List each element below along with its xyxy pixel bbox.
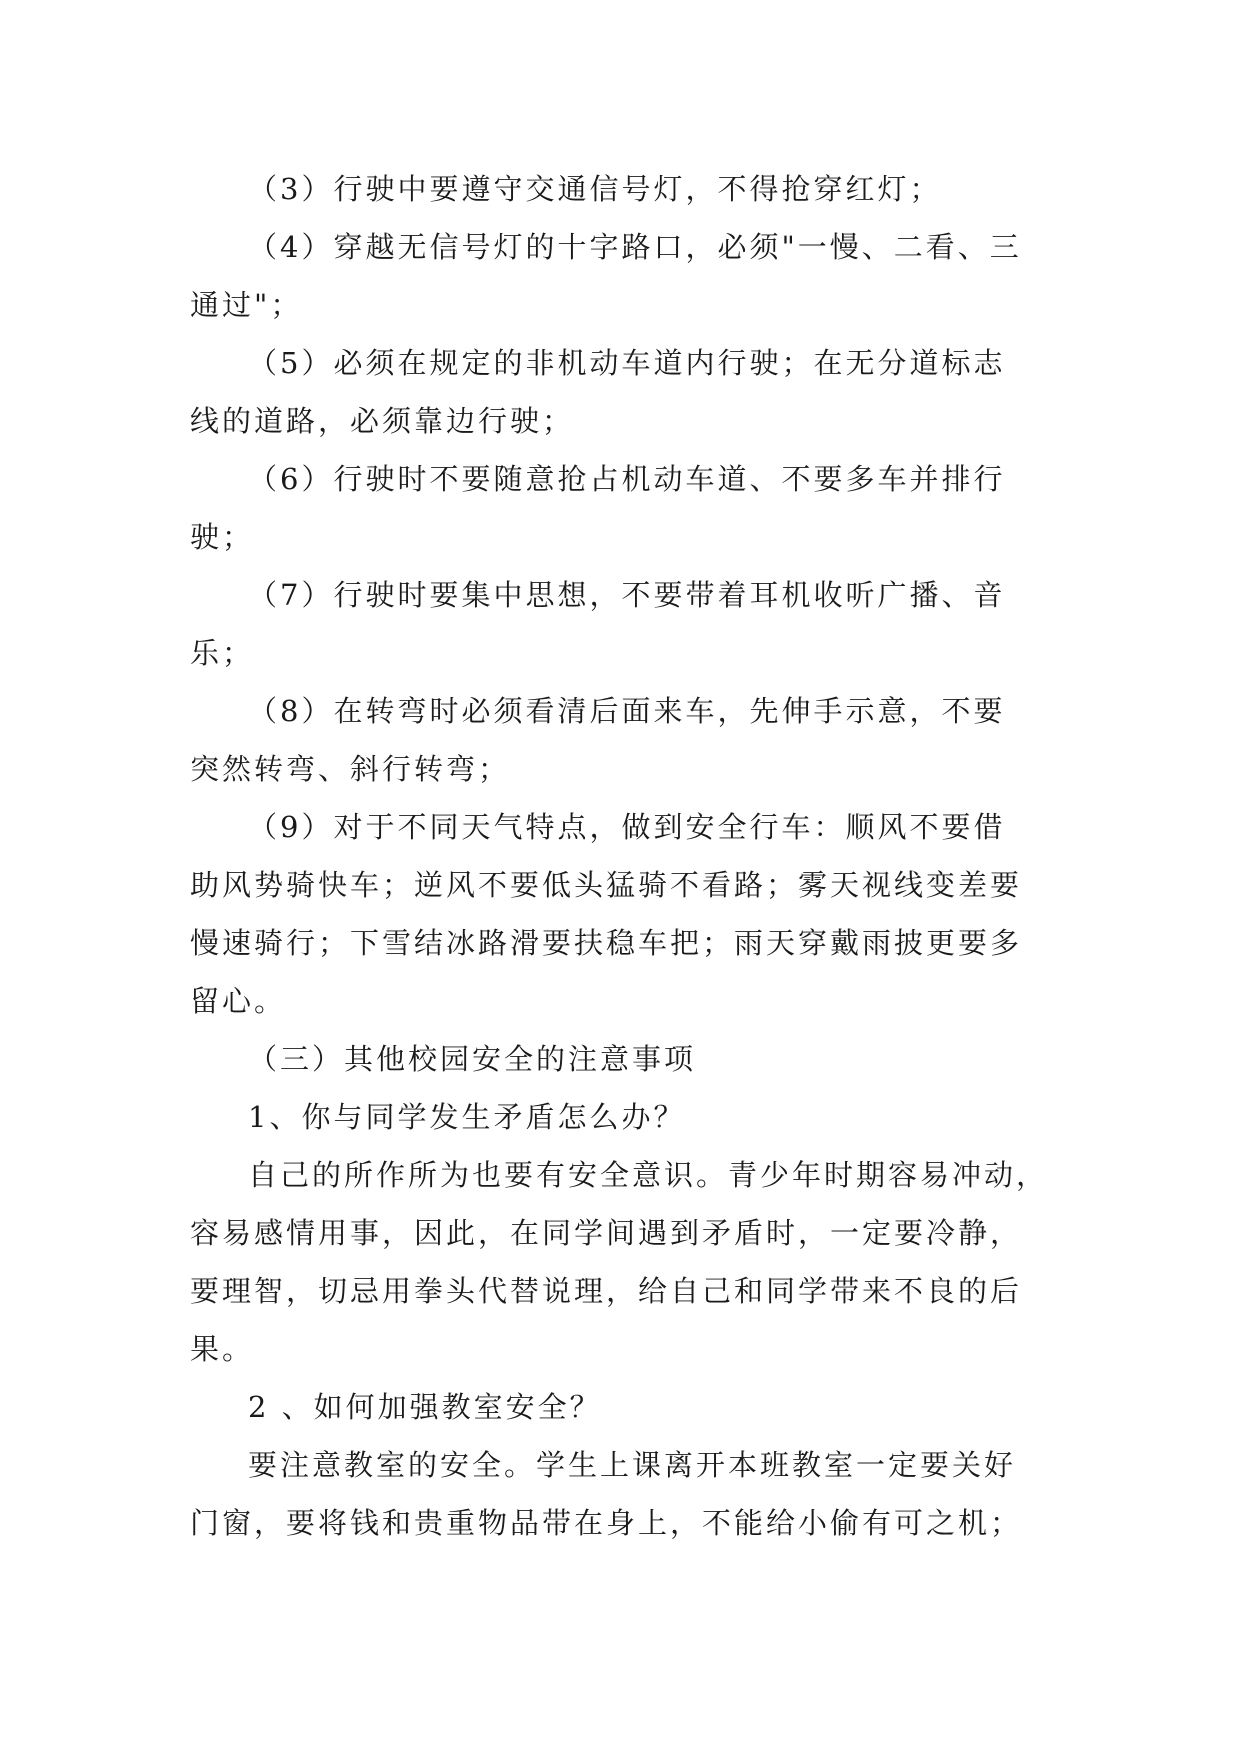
answer-1: [190, 1146, 1060, 1378]
paragraph-line: （9）对于不同天气特点，做到安全行车：顺风不要借: [248, 810, 1006, 844]
paragraph-line: 驶；: [190, 520, 255, 554]
section-heading: （三）其他校园安全的注意事项: [248, 1042, 697, 1076]
paragraph-rule-6: [190, 450, 1060, 566]
paragraph-line: 门窗，要将钱和贵重物品带在身上，不能给小偷有可之机；: [190, 1506, 1023, 1540]
paragraph-line: （3）行驶中要遵守交通信号灯，不得抢穿红灯；: [248, 172, 942, 206]
paragraph-line: （8）在转弯时必须看清后面来车，先伸手示意，不要: [248, 694, 1006, 728]
paragraph-rule-5: [190, 334, 1060, 450]
paragraph-line: 容易感情用事，因此，在同学间遇到矛盾时，一定要冷静，: [190, 1216, 1023, 1250]
paragraph-line: （4）穿越无信号灯的十字路口，必须"一慢、二看、三: [248, 230, 1022, 264]
paragraph-line: 乐；: [190, 636, 255, 670]
paragraph-line: 果。: [190, 1332, 255, 1366]
paragraph-line: 助风势骑快车；逆风不要低头猛骑不看路；雾天视线变差要: [190, 868, 1023, 902]
question-heading: 2 、如何加强教室安全？: [248, 1390, 602, 1424]
paragraph-line: 要注意教室的安全。学生上课离开本班教室一定要关好: [248, 1448, 1017, 1482]
paragraph-rule-3: [190, 160, 1060, 218]
paragraph-rule-7: [190, 566, 1060, 682]
paragraph-line: 慢速骑行；下雪结冰路滑要扶稳车把；雨天穿戴雨披更要多: [190, 926, 1023, 960]
document-body: [190, 160, 1060, 1552]
paragraph-rule-9: [190, 798, 1060, 1030]
question-2: [190, 1378, 1060, 1436]
paragraph-line: 线的道路，必须靠边行驶；: [190, 404, 575, 438]
paragraph-line: 突然转弯、斜行转弯；: [190, 752, 511, 786]
question-1: [190, 1088, 1060, 1146]
paragraph-line: 要理智，切忌用拳头代替说理，给自己和同学带来不良的后: [190, 1274, 1023, 1308]
paragraph-line: 留心。: [190, 984, 287, 1018]
paragraph-line: 通过"；: [190, 288, 303, 322]
question-heading: 1、你与同学发生矛盾怎么办？: [248, 1100, 686, 1134]
paragraph-line: （6）行驶时不要随意抢占机动车道、不要多车并排行: [248, 462, 1006, 496]
section-heading-other-safety: [190, 1030, 1060, 1088]
answer-2: [190, 1436, 1060, 1552]
paragraph-line: （5）必须在规定的非机动车道内行驶；在无分道标志: [248, 346, 1006, 380]
paragraph-rule-8: [190, 682, 1060, 798]
paragraph-rule-4: [190, 218, 1060, 334]
paragraph-line: （7）行驶时要集中思想，不要带着耳机收听广播、音: [248, 578, 1006, 612]
paragraph-line: 自己的所作所为也要有安全意识。青少年时期容易冲动，: [248, 1158, 1049, 1192]
